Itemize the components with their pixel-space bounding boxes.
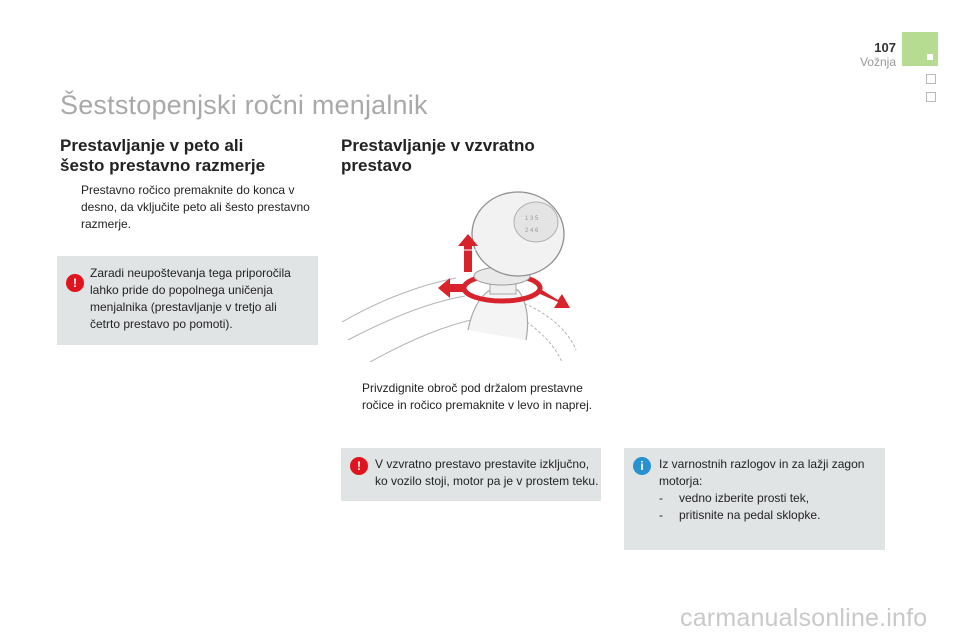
warning-icon: ! (66, 274, 84, 292)
text-line: ko vozilo stoji, motor pa je v prostem teku. (375, 474, 599, 488)
text-line: Iz varnostnih razlogov in za lažji zagon (659, 457, 865, 471)
text-line: Prestavno ročico premaknite do konca v (81, 183, 295, 197)
heading-line: Prestavljanje v peto ali (60, 136, 244, 155)
middle-bullet (341, 380, 611, 416)
text-line: četrto prestavo po pomoti). (90, 317, 233, 331)
gear-lever-drawing (340, 190, 578, 362)
svg-text:2 4 6: 2 4 6 (525, 228, 539, 234)
info-text (659, 456, 879, 524)
chapter-tab[interactable] (926, 74, 936, 84)
heading-line: Prestavljanje v vzvratno (341, 136, 535, 155)
list-item-text: vedno izberite prosti tek, (679, 491, 810, 505)
watermark: carmanualsonline.info (680, 604, 928, 632)
middle-heading (341, 136, 601, 176)
chapter-tab-active[interactable] (902, 32, 938, 66)
text-line: Privzdignite obroč pod držalom prestavne (362, 381, 583, 395)
gear-lever-illustration (340, 190, 578, 362)
left-heading (60, 136, 320, 176)
chapter-tab[interactable] (926, 92, 936, 102)
warning-icon: ! (350, 457, 368, 475)
list-item (659, 490, 879, 507)
text-line: Zaradi neupoštevanja tega priporočila (90, 266, 291, 280)
text-line: lahko pride do popolnega uničenja (90, 283, 273, 297)
text-line: razmerje. (81, 217, 132, 231)
text-line: menjalnika (prestavljanje v tretjo ali (90, 300, 277, 314)
text-line: motorja: (659, 474, 703, 488)
warning-note-middle (341, 448, 601, 501)
section-name: Vožnja (859, 55, 896, 69)
left-bullet (60, 182, 322, 234)
page-title: Šeststopenjski ročni menjalnik (60, 90, 428, 120)
page-number: 107 (874, 40, 896, 55)
heading-line: šesto prestavno razmerje (60, 156, 266, 175)
text-line: V vzvratno prestavo prestavite izključno, (375, 457, 590, 471)
list-item (659, 507, 879, 524)
heading-line: prestavo (341, 156, 412, 175)
text-line: desno, da vključite peto ali šesto prestavno (81, 200, 310, 214)
list-item-text: pritisnite na pedal sklopke. (679, 508, 821, 522)
bullet-text (81, 182, 310, 233)
list-dash: - (659, 491, 663, 505)
warning-text (375, 456, 598, 490)
warning-note-left (57, 256, 318, 345)
info-icon: i (633, 457, 651, 475)
bullet-text (362, 380, 592, 414)
warning-text (90, 265, 291, 333)
tab-marker-icon (927, 54, 933, 60)
info-note (624, 448, 885, 550)
text-line: ročice in ročico premaknite v levo in naprej. (362, 398, 593, 412)
svg-text:1 3 5: 1 3 5 (525, 216, 539, 222)
list-dash: - (659, 508, 663, 522)
